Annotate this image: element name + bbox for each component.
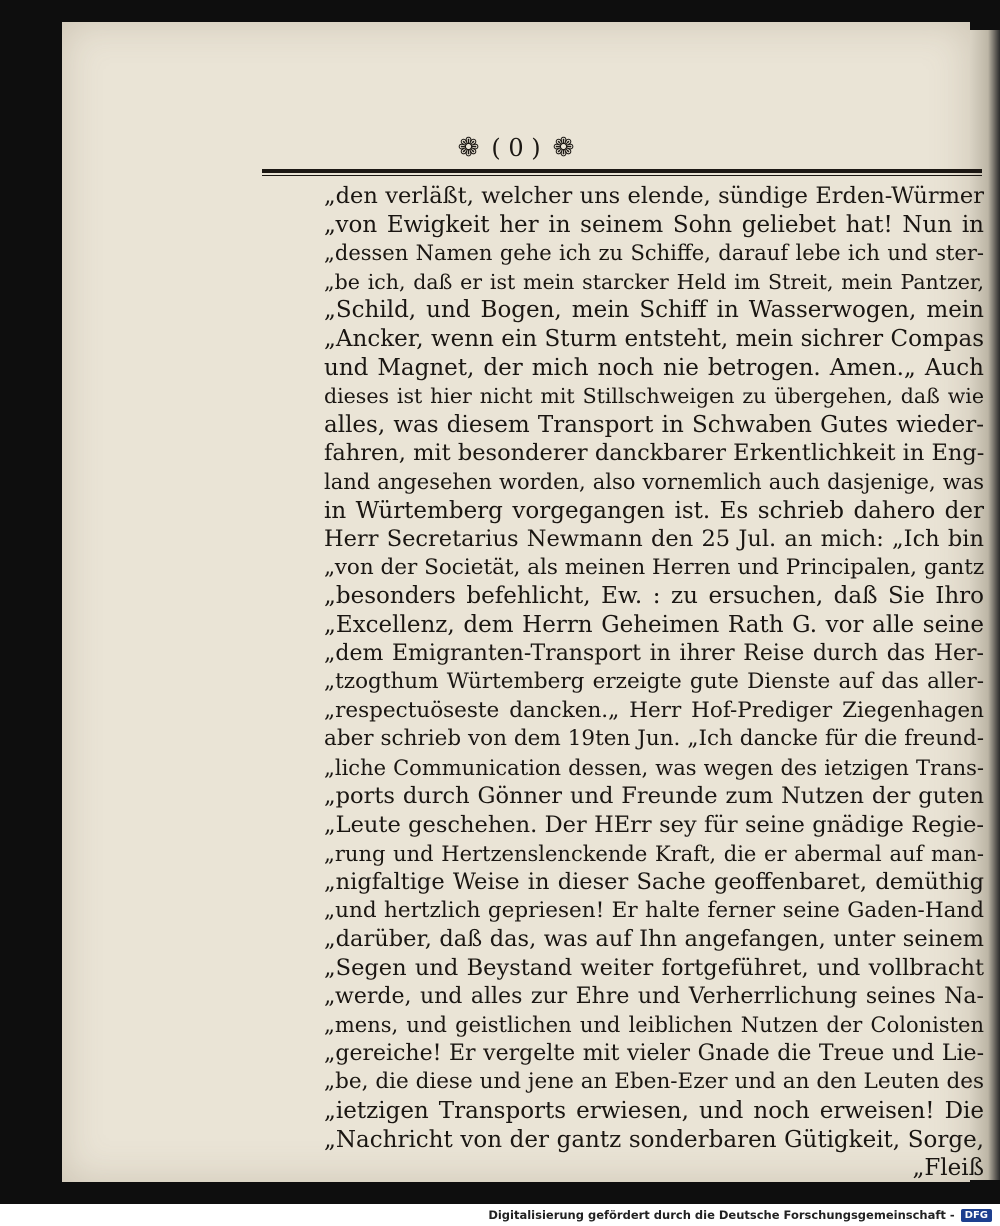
text-line: „Segen und Beystand weiter fortgeführet, und vollbracht (324, 955, 984, 982)
text-line: land angesehen worden, also vornemlich auch dasjenige, was (324, 469, 984, 494)
page-header (62, 130, 970, 166)
text-line: „liche Communication dessen, was wegen des ietzigen Trans- (324, 755, 984, 780)
text-line: aber schrieb von dem 19ten Jun. „Ich dancke für die freund- (324, 726, 984, 752)
text-line: „dessen Namen gehe ich zu Schiffe, darauf lebe ich und ster- (324, 241, 984, 266)
book-page (62, 22, 985, 1182)
text-line: „ports durch Gönner und Freunde zum Nutzen der guten (324, 783, 984, 810)
funding-notice: Digitalisierung gefördert durch die Deutsche Forschungsgemeinschaft - (488, 1208, 955, 1222)
text-line: in Würtemberg vorgegangen ist. Es schrieb dahero der (324, 497, 984, 524)
flower-ornament-icon: ❁ (552, 133, 575, 163)
text-line: „darüber, daß das, was auf Ihn angefangen, unter seinem (324, 926, 984, 953)
text-line: „rung und Hertzenslenckende Kraft, die er abermal auf man- (324, 841, 984, 866)
text-line: „mens, und geistlichen und leiblichen Nutzen der Colonisten (324, 1013, 984, 1038)
text-line: „ietzigen Transports erwiesen, und noch erweisen! Die (324, 1098, 984, 1124)
text-line: und Magnet, der mich noch nie betrogen. Amen.„ Auch (324, 354, 984, 381)
text-line: „be, die diese und jene an Eben-Ezer und an den Leuten des (324, 1069, 984, 1095)
dfg-logo-icon: DFG (961, 1209, 992, 1222)
text-line: „Ancker, wenn ein Sturm entsteht, mein sichrer Compas (324, 325, 984, 352)
text-line: „nigfaltige Weise in dieser Sache geoffenbaret, demüthig (324, 869, 984, 896)
text-line: Herr Secretarius Newmann den 25 Jul. an mich: „Ich bin (324, 526, 984, 553)
text-line: „besonders befehlicht, Ew. : zu ersuchen, daß Sie Ihro (324, 583, 984, 610)
text-line: „werde, und alles zur Ehre und Verherrlichung seines Na- (324, 983, 984, 1009)
text-line: „dem Emigranten-Transport in ihrer Reise durch das Her- (324, 640, 984, 666)
text-line: „be ich, daß er ist mein starcker Held im Streit, mein Pantzer, (324, 269, 984, 294)
catchword: „Fleiß (912, 1155, 984, 1182)
text-line: „gereiche! Er vergelte mit vieler Gnade die Treue und Lie- (324, 1040, 984, 1066)
text-line: „tzogthum Würtemberg erzeigte gute Dienste auf das aller- (324, 669, 984, 695)
text-line: „von Ewigkeit her in seinem Sohn geliebet hat! Nun in (324, 211, 984, 238)
text-line: „respectuöseste dancken.„ Herr Hof-Prediger Ziegenhagen (324, 697, 984, 723)
text-line: fahren, mit besonderer danckbarer Erkentlichkeit in Eng- (324, 440, 985, 467)
text-line: dieses ist hier nicht mit Stillschweigen zu übergehen, daß wie (324, 384, 984, 409)
header-rule (262, 169, 982, 173)
text-line: alles, was diesem Transport in Schwaben Gutes wieder- (324, 411, 984, 438)
text-line: „von der Societät, als meinen Herren und Principalen, gantz (324, 554, 985, 580)
body-text (324, 182, 984, 1183)
digitization-footer (0, 1204, 1000, 1226)
header-rule-thin (262, 175, 982, 176)
text-line: „Schild, und Bogen, mein Schiff in Wasserwogen, mein (324, 297, 984, 324)
text-line: „Leute geschehen. Der HErr sey für seine gnädige Regie- (324, 812, 984, 839)
text-line: „Excellenz, dem Herrn Geheimen Rath G. vor alle seine (324, 611, 984, 638)
page-number: ( 0 ) (491, 134, 541, 162)
text-line: „und hertzlich gepriesen! Er halte ferner seine Gaden-Hand (324, 897, 984, 923)
text-line: „Nachricht von der gantz sonderbaren Gütigkeit, Sorge, (324, 1126, 984, 1153)
flower-ornament-icon: ❁ (457, 133, 480, 163)
text-line: „den verläßt, welcher uns elende, sündige Erden-Würmer (324, 183, 984, 209)
